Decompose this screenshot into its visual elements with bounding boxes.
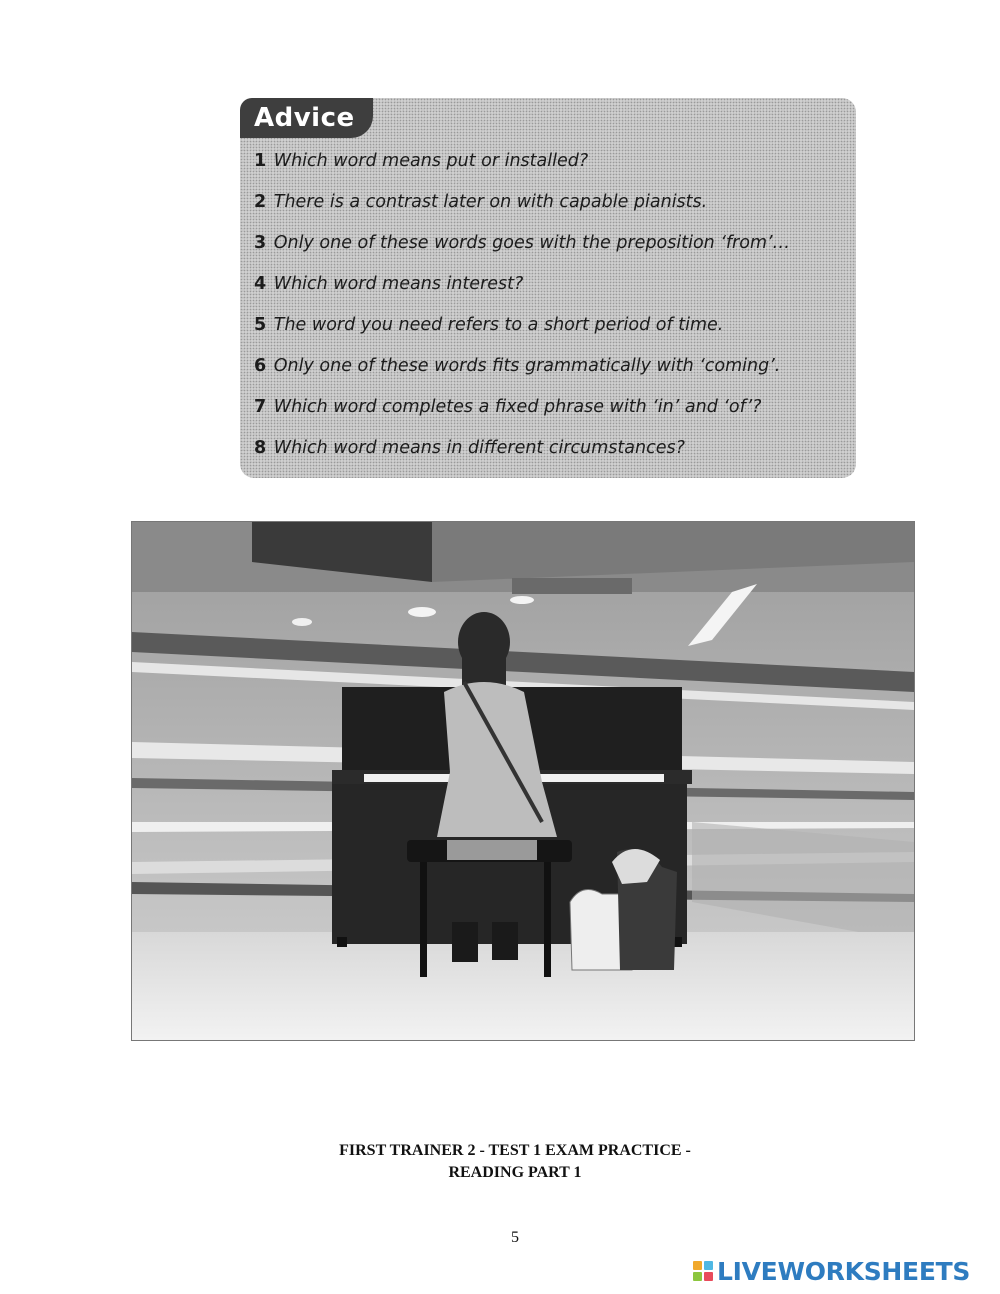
advice-item (254, 392, 850, 433)
advice-item-text: Which word means put or installed? (273, 151, 589, 171)
advice-item (254, 351, 850, 392)
advice-item-text: Which word completes a fixed phrase with ‘in’ and ‘of’? (273, 397, 762, 417)
liveworksheets-logo-text: LIVEWORKSHEETS (717, 1256, 971, 1286)
advice-item-number: 3 (254, 233, 267, 253)
advice-item (254, 146, 850, 187)
advice-item-number: 4 (254, 274, 267, 294)
advice-item (254, 433, 850, 474)
piano-photo-illustration (132, 522, 914, 1040)
piano-photo (131, 521, 915, 1041)
advice-item-number: 8 (254, 438, 267, 458)
advice-item-text: Only one of these words fits grammatically with ‘coming’. (273, 356, 781, 376)
advice-item-number: 2 (254, 192, 267, 212)
advice-item-number: 1 (254, 151, 267, 171)
advice-item-number: 5 (254, 315, 267, 335)
logo-square (704, 1272, 713, 1281)
liveworksheets-logo[interactable] (693, 1256, 970, 1286)
advice-item-text: Which word means interest? (273, 274, 524, 294)
logo-square (693, 1272, 702, 1281)
advice-item-number: 6 (254, 356, 267, 376)
advice-item-text: Which word means in different circumstances? (273, 438, 685, 458)
caption-line-2: READING PART 1 (448, 1164, 582, 1181)
advice-item-text: The word you need refers to a short period of time. (273, 315, 724, 335)
advice-box (240, 98, 856, 478)
liveworksheets-logo-icon (693, 1261, 713, 1281)
advice-item-number: 7 (254, 397, 267, 417)
advice-title: Advice (240, 98, 373, 138)
page-number: 5 (511, 1229, 519, 1246)
logo-square (693, 1261, 702, 1270)
advice-list (254, 146, 850, 474)
advice-item (254, 187, 850, 228)
advice-item-text: There is a contrast later on with capable pianists. (273, 192, 708, 212)
advice-item (254, 269, 850, 310)
caption-line-1: FIRST TRAINER 2 - TEST 1 EXAM PRACTICE - (339, 1142, 691, 1159)
advice-item (254, 228, 850, 269)
logo-square (704, 1261, 713, 1270)
advice-item (254, 310, 850, 351)
advice-item-text: Only one of these words goes with the preposition ‘from’… (273, 233, 791, 253)
